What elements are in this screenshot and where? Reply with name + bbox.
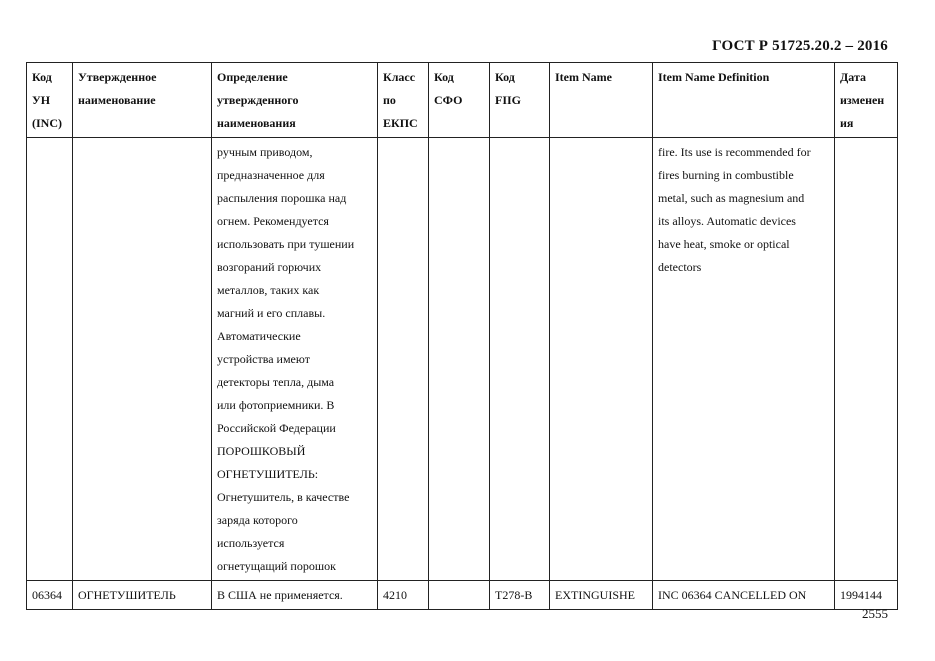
cell-definition-ru: ручным приводом, предназначенное для распыления порошка над огнем. Рекомендуется использовать при тушении возгораний горючих металлов, таких как магний и его сплавы. Автоматические устройства имеют детекторы тепла, дыма или фотоприемники. В Российской Федерации ПОРОШКОВЫЙ ОГНЕТУШИТЕЛЬ: Огнетушитель, в качестве заряда которого используется огнетущащий порошок [212,138,378,581]
cell-change-date [835,138,898,581]
catalog-table [26,62,898,610]
column-header-item-name-definition: Item Name Definition [653,63,835,138]
column-header-sfo-code: Код СФО [429,63,490,138]
cell-approved-name [73,138,212,581]
column-header-definition-ru: Определение утвержденного наименования [212,63,378,138]
cell-sfo-code [429,138,490,581]
cell-inc [27,138,73,581]
column-header-fiig-code: Код FIIG [490,63,550,138]
cell-item-name [550,138,653,581]
cell-ekps-class: 4210 [378,581,429,610]
cell-sfo-code [429,581,490,610]
cell-item-name-definition: INC 06364 CANCELLED ON [653,581,835,610]
table-header-row [27,63,898,138]
cell-item-name: EXTINGUISHE [550,581,653,610]
cell-fiig-code [490,138,550,581]
cell-approved-name: ОГНЕТУШИТЕЛЬ [73,581,212,610]
cell-definition-ru: В США не применяется. [212,581,378,610]
cell-inc: 06364 [27,581,73,610]
page-number: 2555 [862,606,888,621]
column-header-inc: Код УН (INC) [27,63,73,138]
column-header-item-name: Item Name [550,63,653,138]
cell-fiig-code: T278-B [490,581,550,610]
cell-change-date: 1994144 [835,581,898,610]
table-row [27,138,898,581]
column-header-change-date: Дата изменен ия [835,63,898,138]
column-header-ekps-class: Класс по ЕКПС [378,63,429,138]
table-row [27,581,898,610]
cell-item-name-definition: fire. Its use is recommended for fires burning in combustible metal, such as magnesium and its alloys. Automatic devices have heat, smoke or optical detectors [653,138,835,581]
column-header-approved-name: Утвержденное наименование [73,63,212,138]
cell-ekps-class [378,138,429,581]
document-standard-header: ГОСТ Р 51725.20.2 – 2016 [712,38,888,54]
